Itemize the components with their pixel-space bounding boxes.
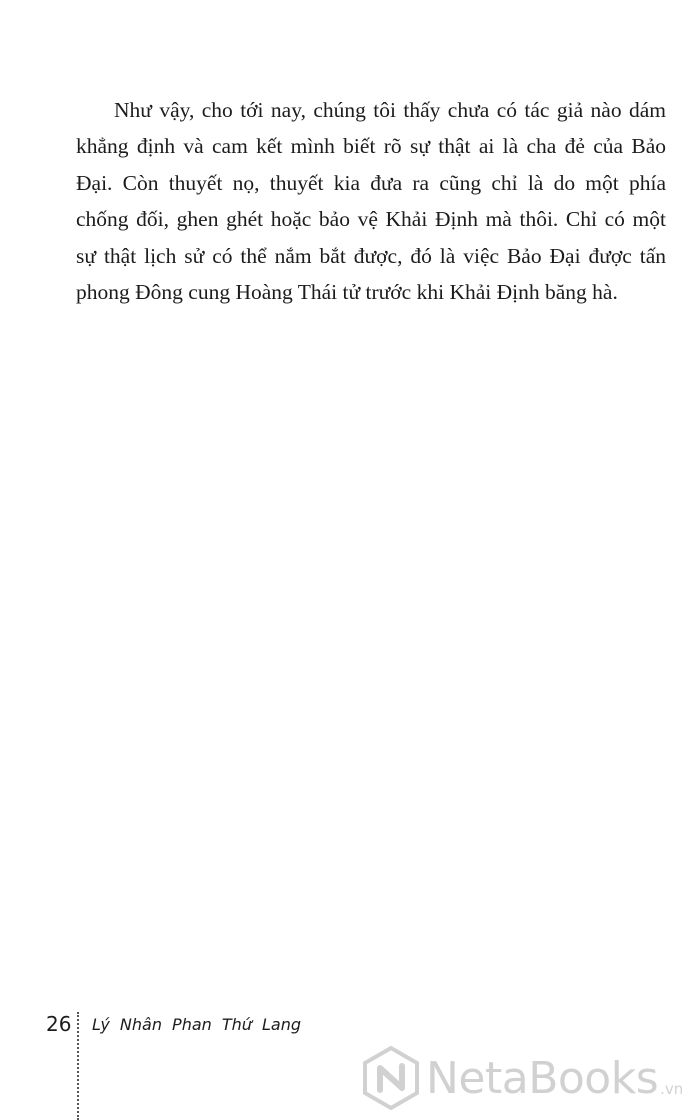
paragraph-line: khẳng định và cam kết mình biết rõ sự thật ai là cha đẻ của Bảo [76, 134, 666, 159]
page-number: 26 [46, 1012, 72, 1036]
paragraph-line: chống đối, ghen ghét hoặc bảo vệ Khải Định mà thôi. Chỉ có một [76, 207, 666, 232]
paragraph-line: Như vậy, cho tới nay, chúng tôi thấy chưa có tác giả nào dám [114, 98, 666, 122]
watermark-suffix: .vn [660, 1080, 684, 1098]
watermark [362, 1044, 683, 1112]
body-paragraph [76, 92, 666, 310]
netabooks-logo-icon [362, 1046, 420, 1110]
paragraph-line: sự thật lịch sử có thể nắm bắt được, đó là việc Bảo Đại được tấn [76, 243, 666, 268]
paragraph-line: phong Đông cung Hoàng Thái tử trước khi Khải Định băng hà. [76, 280, 618, 305]
author-running-footer: Lý Nhân Phan Thứ Lang [92, 1015, 302, 1034]
paragraph-line: Đại. Còn thuyết nọ, thuyết kia đưa ra cũng chỉ là do một phía [76, 170, 666, 195]
watermark-text: NetaBooks [426, 1052, 659, 1104]
footer-dotted-divider [77, 1012, 79, 1120]
